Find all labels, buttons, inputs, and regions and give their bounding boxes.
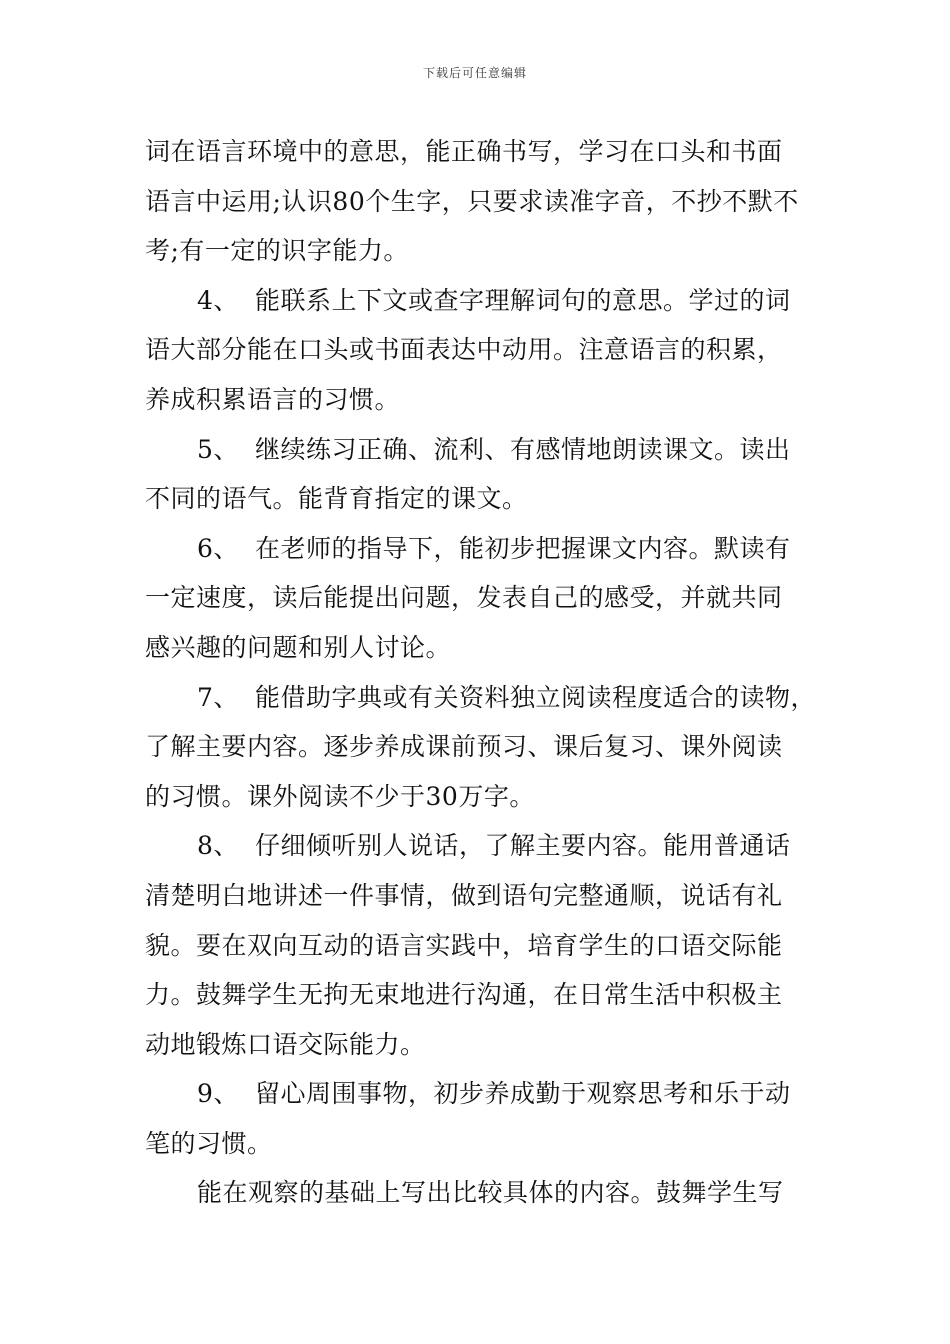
text-line [145, 1069, 810, 1119]
line-text: 仔细倾听别人说话，了解主要内容。能用普通话 [255, 831, 791, 861]
text-line [145, 623, 810, 673]
line-text: 感兴趣的问题和别人讨论。 [145, 632, 452, 662]
line-text: 动地锻炼口语交际能力。 [145, 1029, 426, 1059]
text-line [145, 970, 810, 1020]
text-line [145, 673, 817, 723]
item-number: 8、 [197, 831, 239, 861]
line-text: 了解主要内容。逐步养成课前预习、课后复习、课外阅读 [145, 732, 783, 762]
item-number: 9、 [197, 1079, 239, 1109]
line-text: 语大部分能在口头或书面表达中动用。注意语言的积累， [145, 335, 783, 365]
text-line [145, 1020, 810, 1070]
line-text: 留心周围事物，初步养成勤于观察思考和乐于动 [255, 1079, 791, 1109]
text-line [145, 573, 810, 623]
document-body [145, 127, 817, 1218]
text-line [145, 276, 810, 326]
text-line [145, 325, 810, 375]
text-line [145, 1119, 810, 1169]
line-text: 词在语言环境中的意思，能正确书写，学习在口头和书面 [145, 137, 783, 166]
line-text: 语言中运用;认识80个生字，只要求读准字音，不抄不默不 [145, 186, 799, 216]
text-line [145, 425, 810, 475]
line-text: 在老师的指导下，能初步把握课文内容。默读有 [255, 533, 791, 563]
line-text: 貌。要在双向互动的语言实践中，培育学生的口语交际能 [145, 930, 783, 960]
line-text: 养成积累语言的习惯。 [145, 384, 401, 414]
text-line [145, 375, 810, 425]
text-line [145, 772, 810, 822]
line-text: 能在观察的基础上写出比较具体的内容。鼓舞学生写 [197, 1178, 784, 1208]
line-text: 能联系上下文或查字理解词句的意思。学过的词 [255, 285, 791, 315]
item-number: 5、 [197, 434, 239, 464]
text-line [145, 921, 810, 971]
text-line [145, 226, 810, 276]
text-line [145, 722, 810, 772]
line-text: 的习惯。课外阅读不少于30万字。 [145, 781, 535, 811]
item-number: 7、 [197, 682, 239, 712]
line-text: 考;有一定的识字能力。 [145, 236, 409, 266]
line-text: 一定速度，读后能提出问题，发表自己的感受，并就共同 [145, 583, 783, 613]
text-line [145, 474, 810, 524]
text-line [145, 127, 810, 177]
text-line [145, 871, 810, 921]
line-text: 能借助字典或有关资料独立阅读程度适合的读物， [255, 682, 817, 712]
line-text: 力。鼓舞学生无拘无束地进行沟通，在日常生活中积极主 [145, 980, 783, 1010]
line-text: 笔的习惯。 [145, 1128, 273, 1158]
text-line [145, 524, 810, 574]
text-line [145, 1168, 810, 1218]
line-text: 清楚明白地讲述一件事情，做到语句完整通顺，说话有礼 [145, 880, 783, 910]
text-line [145, 821, 810, 871]
line-text: 继续练习正确、流利、有感情地朗读课文。读出 [255, 434, 791, 464]
item-number: 4、 [197, 285, 239, 315]
line-text: 不同的语气。能背育指定的课文。 [145, 484, 528, 514]
page-header: 下载后可任意编辑 [422, 66, 527, 80]
item-number: 6、 [197, 533, 239, 563]
text-line [145, 177, 810, 227]
